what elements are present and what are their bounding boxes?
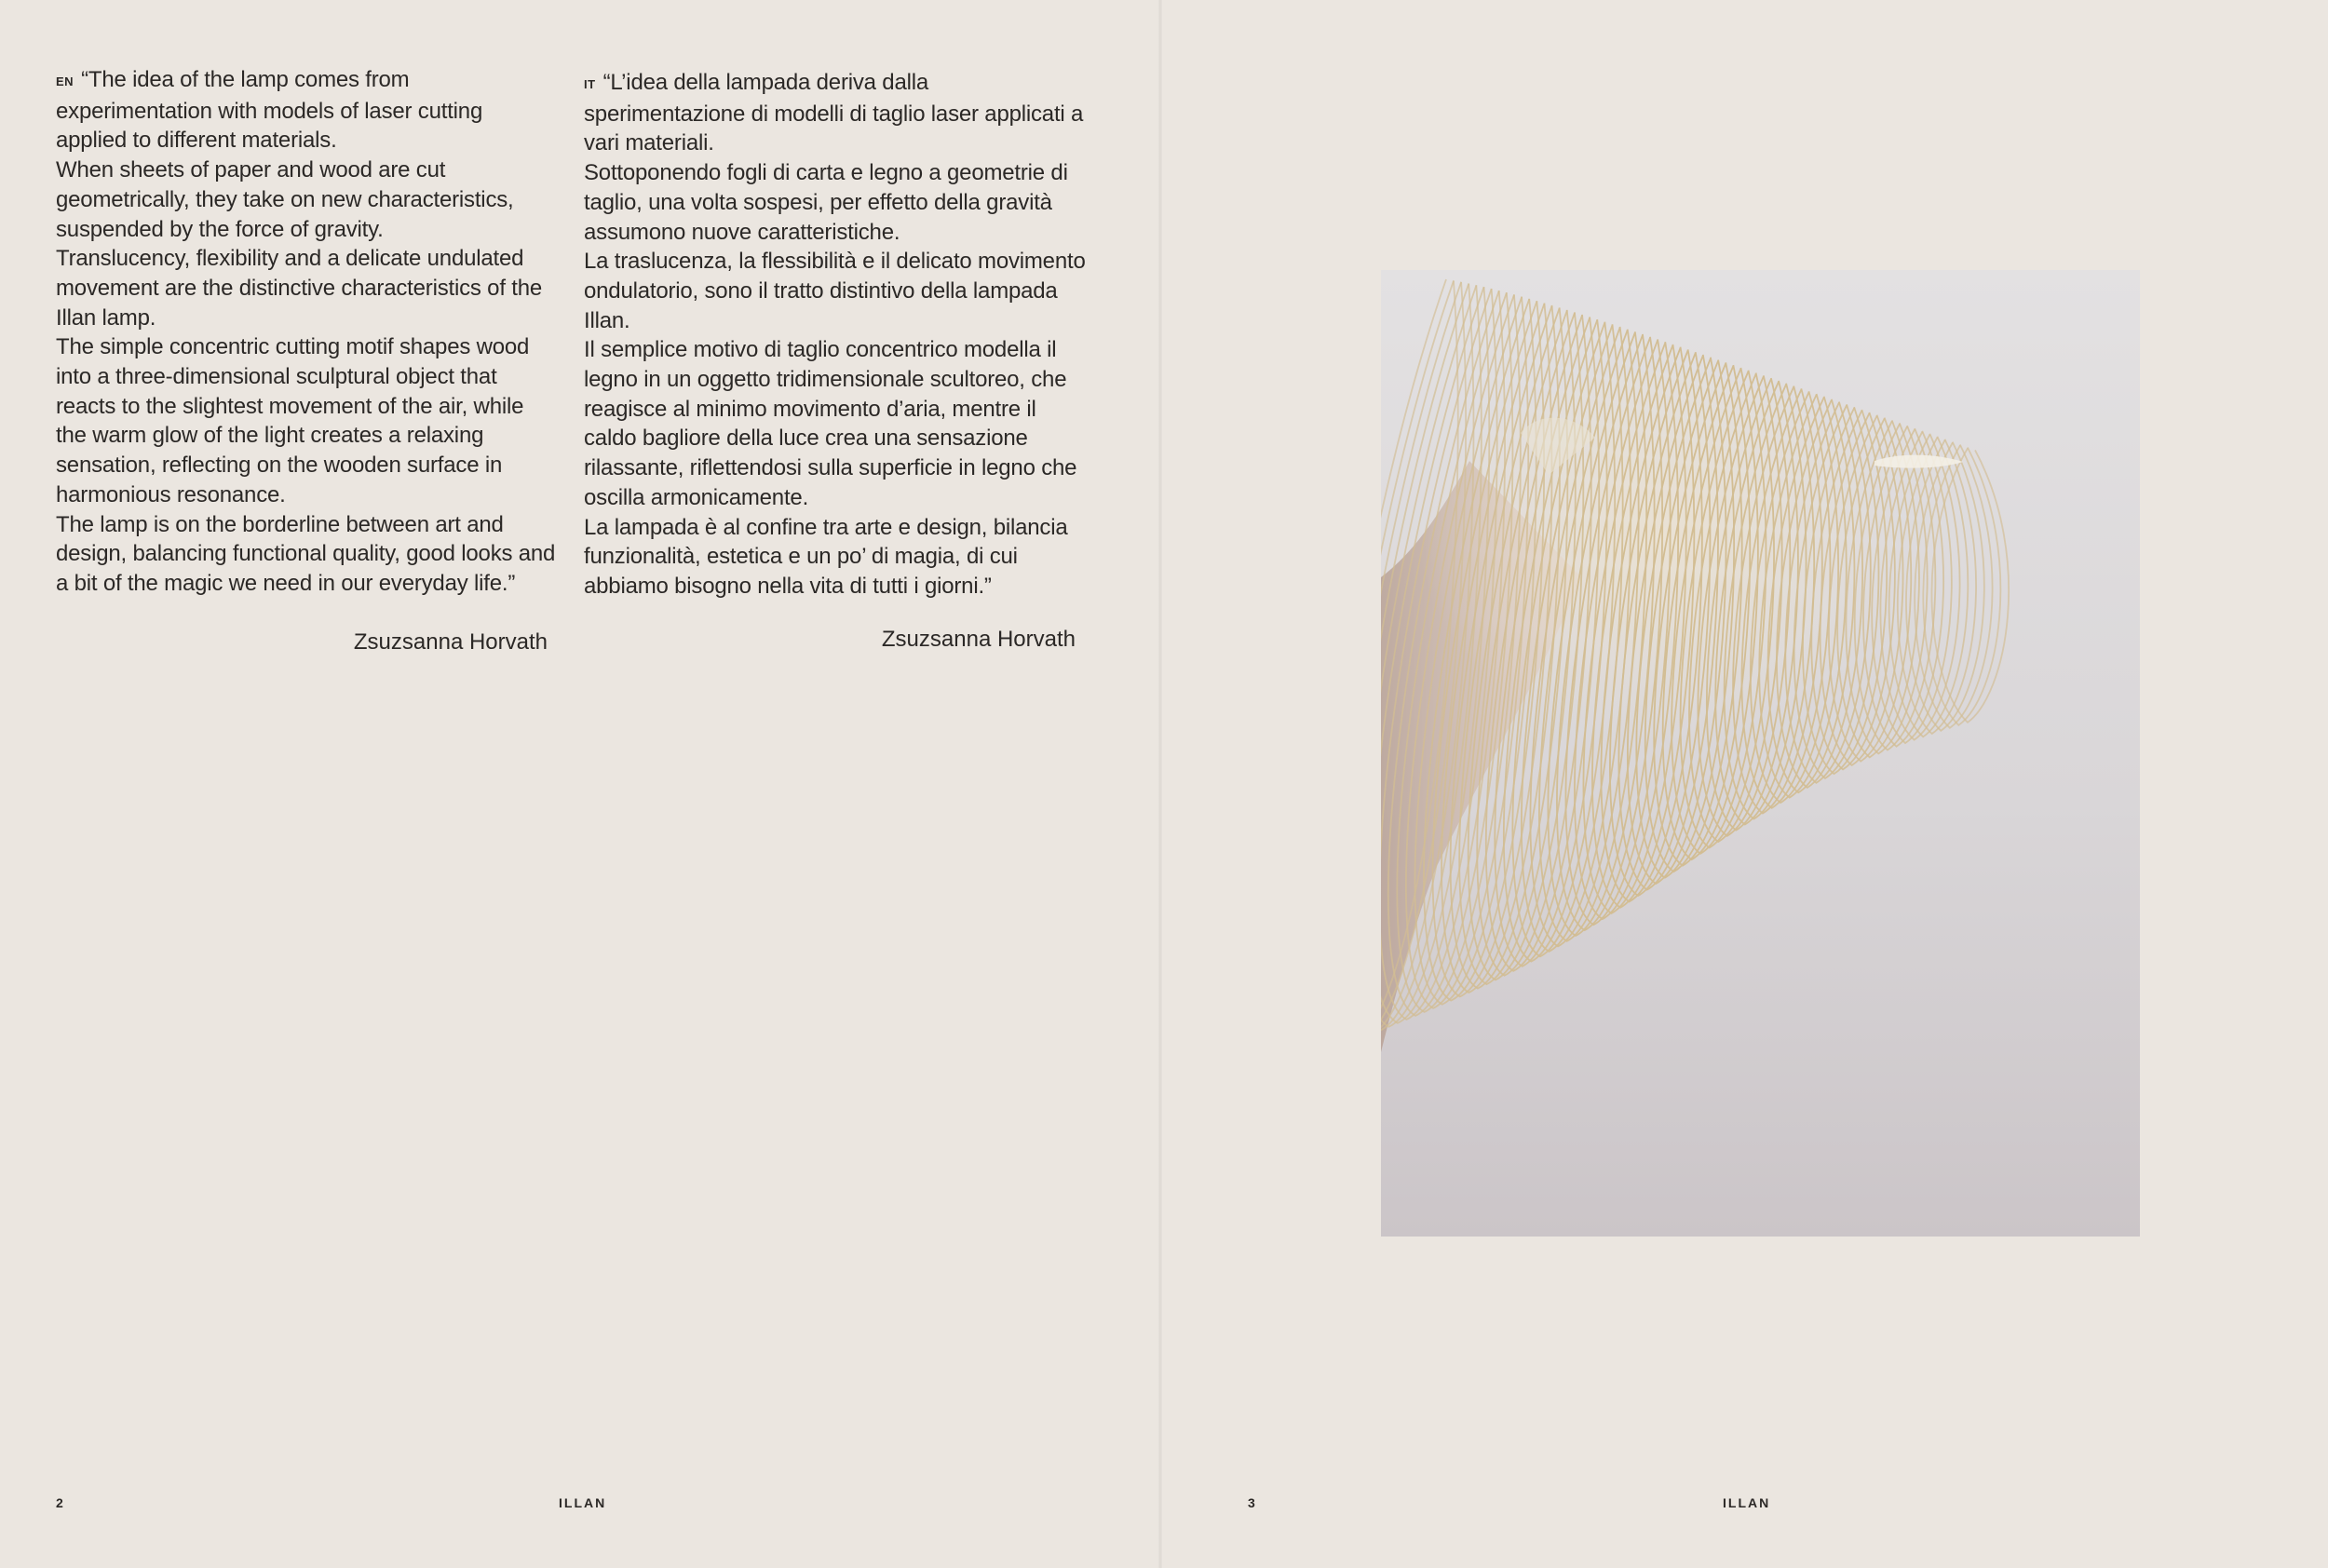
it-language-label: IT <box>584 77 596 91</box>
running-title: ILLAN <box>559 1495 607 1510</box>
en-signature: Zsuzsanna Horvath <box>353 629 548 655</box>
english-text-column <box>56 65 559 599</box>
lamp-illustration <box>1381 270 2140 1237</box>
running-title: ILLAN <box>1723 1495 1771 1510</box>
page-number: 3 <box>1248 1495 1257 1510</box>
en-language-label: EN <box>56 74 74 88</box>
en-paragraph: When sheets of paper and wood are cut geometrically, they take on new characteristics, suspended by the force of gravity. <box>56 157 514 242</box>
it-paragraph: La lampada è al confine tra arte e design, bilancia funzionalità, estetica e un po’ di magia, di cui abbiamo bisogno nella vita di tutti i giorni.” <box>584 514 1068 599</box>
page-number: 2 <box>56 1495 65 1510</box>
it-signature: Zsuzsanna Horvath <box>881 627 1076 652</box>
en-paragraph: The simple concentric cutting motif shapes wood into a three-dimensional sculptural object that reacts to the slightest movement of the air, while the warm glow of the light creates a relaxing sensation, reflecting on the wooden surface in harmonious resonance. <box>56 334 530 507</box>
it-paragraph: La traslucenza, la flessibilità e il delicato movimento ondulatorio, sono il tratto distintivo della lampada Illan. <box>584 249 1086 333</box>
italian-text-column <box>584 68 1087 602</box>
lamp-photo <box>1381 270 2140 1237</box>
en-paragraph: The lamp is on the borderline between art and design, balancing functional quality, good looks and a bit of the magic we need in our everyday life.” <box>56 511 556 596</box>
it-paragraph: Sottoponendo fogli di carta e legno a geometrie di taglio, una volta sospesi, per effetto della gravità assumono nuove caratteristiche. <box>584 160 1068 245</box>
it-paragraph: IT “L’idea della lampada deriva dalla sperimentazione di modelli di taglio laser applicati a vari materiali. <box>584 70 1084 156</box>
en-paragraph: EN “The idea of the lamp comes from experimentation with models of laser cutting applied to different materials. <box>56 67 483 154</box>
left-page <box>0 0 1160 1568</box>
en-paragraph: Translucency, flexibility and a delicate undulated movement are the distinctive characteristics of the Illan lamp. <box>56 246 543 331</box>
it-paragraph: Il semplice motivo di taglio concentrico modella il legno in un oggetto tridimensionale scultoreo, che reagisce al minimo movimento d’aria, mentre il caldo bagliore della luce crea una sensazione rilassante, riflettendosi sulla superficie in legno che oscilla armonicamente. <box>584 337 1077 510</box>
